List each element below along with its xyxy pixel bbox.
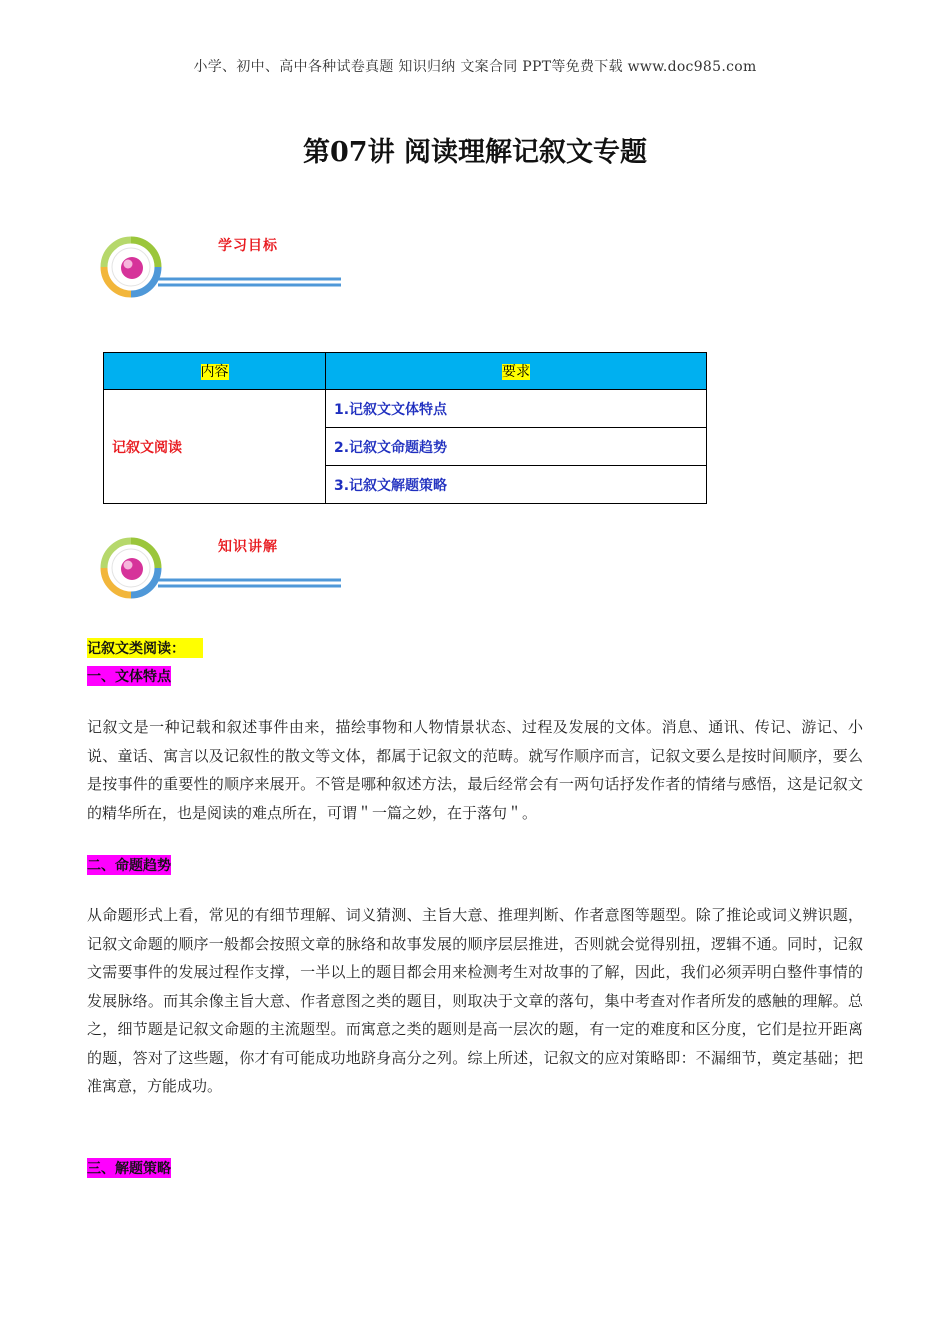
requirement-cell: 1.记叙文文体特点 [326, 390, 707, 428]
site-header: 小学、初中、高中各种试卷真题 知识归纳 文案合同 PPT等免费下载 www.doc985.com [193, 59, 757, 75]
category-cell: 记叙文阅读 [104, 390, 326, 504]
section-paragraph-features: 记叙文是一种记载和叙述事件由来，描绘事物和人物情景状态、过程及发展的文体。消息、通讯、传记、游记、小说、童话、寓言以及记叙性的散文等文体，都属于记叙文的范畴。就写作顺序而言，记叙文要么是按时间顺序，要么是按事件的重要性的顺序来展开。不管是哪种叙述方法，最后经常会有一两句话抒发作者的情绪与感悟，这是记叙文的精华所在，也是阅读的难点所在，可谓＂一篇之妙，在于落句＂。 [87, 718, 863, 822]
table-header-requirements: 要求 [326, 353, 707, 390]
section-heading-trends: 二、命题趋势 [87, 855, 171, 875]
section-intro-heading: 记叙文类阅读： [87, 638, 203, 658]
requirement-cell: 2.记叙文命题趋势 [326, 428, 707, 466]
requirement-cell: 3.记叙文解题策略 [326, 466, 707, 504]
section-heading-strategy: 三、解题策略 [87, 1158, 171, 1178]
section-badge-knowledge [98, 533, 358, 613]
badge-label: 知识讲解 [218, 539, 278, 555]
table-row [104, 390, 707, 428]
section-paragraph-trends: 从命题形式上看，常见的有细节理解、词义猜测、主旨大意、推理判断、作者意图等题型。除了推论或词义辨识题，记叙文命题的顺序一般都会按照文章的脉络和故事发展的顺序层层推进，否则就会觉得别扭，逻辑不通。同时，记叙文需要事件的发展过程作支撑，一半以上的题目都会用来检测考生对故事的了解，因此，我们必须弄明白整件事情的发展脉络。而其余像主旨大意、作者意图之类的题目，则取决于文章的落句，集中考查对作者所发的感触的理解。总之，细节题是记叙文命题的主流题型。而寓意之类的题则是高一层次的题，有一定的难度和区分度，它们是拉开距离的题，答对了这些题，你才有可能成功地跻身高分之列。综上所述，记叙文的应对策略即：不漏细节，奠定基础；把准寓意，方能成功。 [87, 906, 863, 1095]
badge-label: 学习目标 [218, 238, 278, 254]
page-title: 第07讲 阅读理解记叙文专题 [303, 137, 647, 168]
section-heading-features: 一、文体特点 [87, 666, 171, 686]
goals-table [103, 352, 707, 504]
section-badge-goals [98, 232, 358, 312]
table-header-row [104, 353, 707, 390]
table-header-content: 内容 [104, 353, 326, 390]
